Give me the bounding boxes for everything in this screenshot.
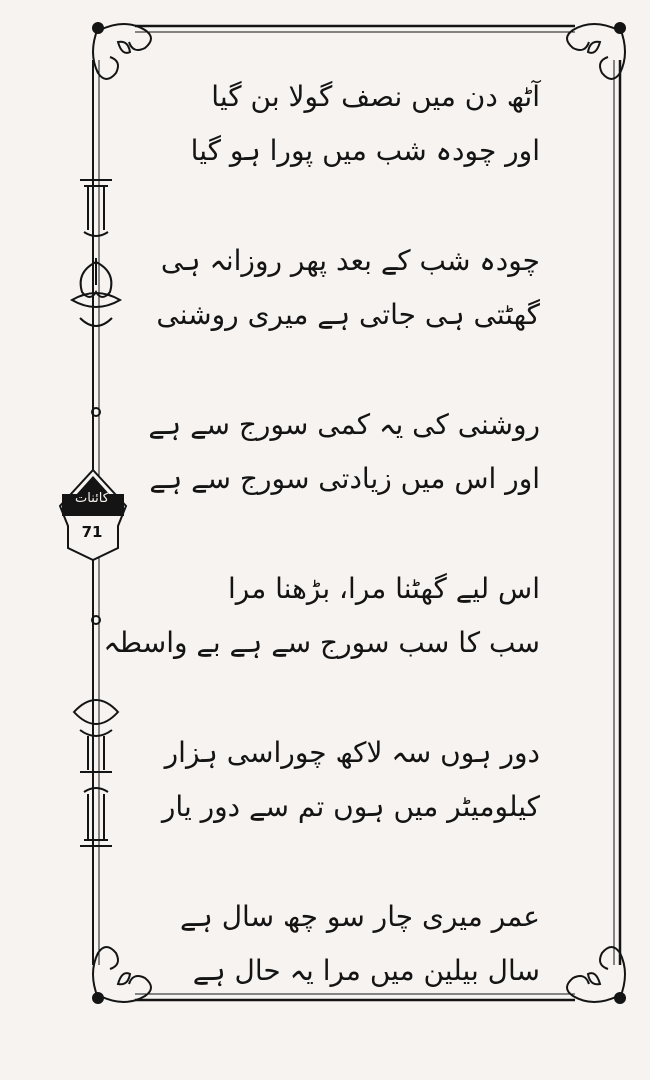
poem-line: دور ہوں سہ لاکھ چوراسی ہزار (164, 736, 540, 769)
poem-line: چودہ شب کے بعد پھر روزانہ ہی (160, 244, 540, 277)
corner-ornament-icon (93, 947, 151, 1003)
poem-line: کیلومیٹر میں ہوں تم سے دور یار (161, 790, 540, 823)
page-number: 71 (81, 523, 103, 541)
stanza (148, 398, 540, 506)
poem-line: سال بیلین میں مرا یہ حال ہے (192, 954, 540, 987)
poem-line: اور چودہ شب میں پورا ہو گیا (190, 134, 540, 167)
poem-line: اور اس میں زیادتی سورج سے ہے (149, 462, 540, 495)
corner-ornament-icon (567, 947, 625, 1003)
badge-title: کائنات (75, 491, 109, 506)
stanza (103, 562, 540, 670)
stanza (160, 726, 540, 834)
poem-line: اس لیے گھٹنا مرا، بڑھنا مرا (228, 572, 540, 605)
poem-line: روشنی کی یہ کمی سورج سے ہے (148, 408, 540, 441)
corner-ornament-icon (93, 23, 151, 79)
poem-body (103, 70, 540, 998)
corner-ornament-icon (567, 23, 625, 79)
stanza (160, 70, 540, 178)
poem-line: سب کا سب سورج سے ہے بے واسطہ (103, 626, 540, 659)
stanza (160, 890, 540, 998)
stanza (156, 234, 540, 342)
fleur-ornament-icon (72, 258, 120, 326)
poem-line: آٹھ دن میں نصف گولا بن گیا (211, 80, 540, 113)
poem-line: عمر میری چار سو چھ سال ہے (180, 900, 540, 933)
column-finial-icon (80, 788, 112, 846)
poem-line: گھٹتی ہی جاتی ہے میری روشنی (156, 298, 540, 331)
crest-badge-icon (60, 470, 126, 560)
fleur-ornament-icon (74, 700, 118, 772)
column-finial-icon (80, 180, 112, 236)
